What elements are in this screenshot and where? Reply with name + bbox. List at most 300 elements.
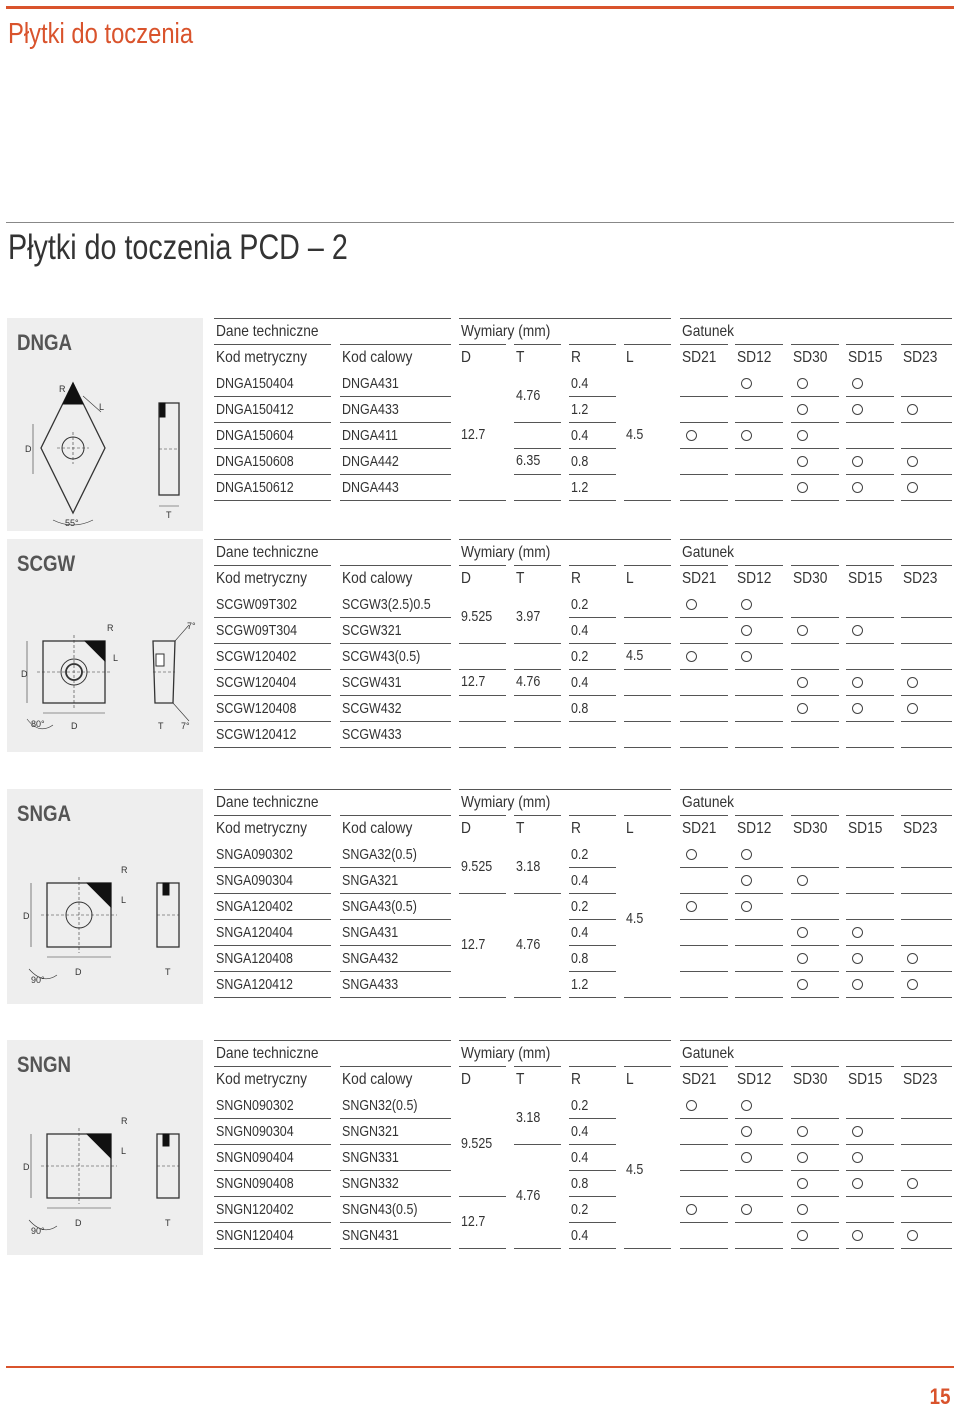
- col-header-grade-sd15: [846, 1066, 894, 1092]
- group-header-grade-text: Gatunek: [682, 544, 735, 561]
- column-header-row: [0, 1066, 960, 1092]
- col-header-grade-sd12: [735, 1066, 783, 1092]
- grade-cell-sd23: [901, 449, 952, 475]
- grade-cell-sd21: [680, 670, 728, 696]
- col-d-rule: [459, 1171, 506, 1197]
- circle-marker-icon: [797, 677, 808, 688]
- table-row: [0, 397, 960, 423]
- col-header-grade-sd15: [846, 344, 894, 370]
- grade-cell-sd12: [735, 1171, 783, 1197]
- circle-marker-icon: [852, 1152, 863, 1163]
- grade-cell-sd30: [791, 1145, 839, 1171]
- dim-d-value: [461, 428, 489, 442]
- inch-code: [340, 397, 451, 423]
- inch-code-text: SNGN321: [342, 1124, 399, 1140]
- drawing-letter-angle: 80°: [31, 719, 45, 729]
- col-header-inch: [340, 1066, 451, 1092]
- grade-cell-sd15: [846, 722, 894, 748]
- grade-cell-sd12: [735, 696, 783, 722]
- radius-value-text: 0.4: [571, 376, 589, 392]
- circle-marker-icon: [852, 378, 863, 389]
- grade-cell-sd30: [791, 1119, 839, 1145]
- group-header-row: [0, 539, 960, 565]
- inch-code: [340, 946, 451, 972]
- page-number: 15: [929, 1384, 950, 1407]
- radius-value: [569, 1145, 616, 1171]
- metric-code-text: SNGA120404: [216, 925, 293, 941]
- circle-marker-icon: [797, 953, 808, 964]
- grade-cell-sd21: [680, 842, 728, 868]
- grade-cell-sd23: [901, 618, 952, 644]
- group-header-grade: [680, 1040, 952, 1066]
- grade-cell-sd23: [901, 1223, 952, 1249]
- radius-value: [569, 1197, 616, 1223]
- circle-marker-icon: [852, 625, 863, 636]
- inch-code: [340, 1197, 451, 1223]
- dim-d-value: [461, 860, 497, 874]
- drawing-letter-L: L: [121, 1146, 127, 1156]
- grade-cell-sd23: [901, 972, 952, 998]
- metric-code-text: DNGA150612: [216, 480, 294, 496]
- metric-code: [214, 397, 331, 423]
- col-header-t-text: T: [516, 820, 525, 837]
- radius-value-text: 0.2: [571, 899, 589, 915]
- grade-cell-sd12: [735, 1223, 783, 1249]
- grade-cell-sd30: [791, 722, 839, 748]
- col-header-grade-sd15-text: SD15: [848, 570, 883, 587]
- circle-marker-icon: [852, 404, 863, 415]
- dim-d-value: [461, 938, 489, 952]
- col-t-rule: [514, 644, 561, 670]
- col-header-l: [624, 565, 671, 591]
- grade-cell-sd21: [680, 696, 728, 722]
- radius-value: [569, 696, 616, 722]
- inch-code: [340, 449, 451, 475]
- metric-code: [214, 371, 331, 397]
- radius-value: [569, 722, 616, 748]
- group-header-tech-text: Dane techniczne: [216, 1045, 319, 1062]
- col-header-metric-text: Kod metryczny: [216, 570, 307, 587]
- group-header-grade-text: Gatunek: [682, 1045, 735, 1062]
- dim-t-value: [516, 938, 544, 952]
- circle-marker-icon: [852, 979, 863, 990]
- grade-cell-sd23: [901, 397, 952, 423]
- inch-code: [340, 894, 451, 920]
- grade-cell-sd12: [735, 397, 783, 423]
- title-rule: [6, 222, 954, 223]
- dim-d-text: 12.7: [461, 427, 486, 443]
- group-header-row: [0, 318, 960, 344]
- grade-cell-sd12: [735, 644, 783, 670]
- metric-code-text: SNGN090302: [216, 1098, 294, 1114]
- page-title: Płytki do toczenia PCD – 2: [8, 228, 348, 267]
- grade-cell-sd15: [846, 696, 894, 722]
- grade-cell-sd21: [680, 1171, 728, 1197]
- radius-value: [569, 1171, 616, 1197]
- grade-cell-sd15: [846, 1223, 894, 1249]
- dim-t-value: [516, 675, 544, 689]
- col-header-l: [624, 1066, 671, 1092]
- inch-code: [340, 1171, 451, 1197]
- inch-code-text: SNGA32(0.5): [342, 847, 417, 863]
- col-header-grade-sd23-text: SD23: [903, 349, 938, 366]
- col-header-l-text: L: [626, 349, 634, 366]
- group-header-dims-text: Wymiary (mm): [461, 1045, 551, 1062]
- col-header-r-text: R: [571, 1071, 581, 1088]
- circle-marker-icon: [852, 1230, 863, 1241]
- dim-t-text: 4.76: [516, 674, 541, 690]
- radius-value-text: 0.4: [571, 1124, 589, 1140]
- circle-marker-icon: [797, 482, 808, 493]
- grade-cell-sd15: [846, 1171, 894, 1197]
- circle-marker-icon: [852, 456, 863, 467]
- radius-value-text: 0.8: [571, 701, 589, 717]
- bottom-accent-rule: [6, 1366, 954, 1368]
- drawing-letter-angle: 90°: [31, 1226, 45, 1236]
- grade-cell-sd30: [791, 475, 839, 501]
- grade-cell-sd15: [846, 449, 894, 475]
- grade-cell-sd30: [791, 644, 839, 670]
- col-d-rule: [459, 475, 506, 501]
- grade-cell-sd23: [901, 423, 952, 449]
- grade-cell-sd15: [846, 842, 894, 868]
- col-header-r-text: R: [571, 820, 581, 837]
- grade-cell-sd30: [791, 1093, 839, 1119]
- group-header-tech: [214, 1040, 451, 1066]
- radius-value-text: 0.8: [571, 1176, 589, 1192]
- circle-marker-icon: [741, 1126, 752, 1137]
- circle-marker-icon: [797, 1126, 808, 1137]
- metric-code-text: SCGW120412: [216, 727, 297, 743]
- drawing-letter-L: L: [113, 653, 119, 663]
- radius-value: [569, 371, 616, 397]
- inch-code: [340, 868, 451, 894]
- metric-code-text: DNGA150604: [216, 428, 294, 444]
- inch-code: [340, 1145, 451, 1171]
- drawing-letter-R: R: [59, 384, 66, 394]
- dim-t-text: 3.97: [516, 609, 541, 625]
- dim-d-value: [461, 1215, 489, 1229]
- col-header-metric: [214, 1066, 331, 1092]
- drawing-letter-D: D: [23, 911, 30, 921]
- table-row: [0, 371, 960, 397]
- col-l-rule: [624, 475, 671, 501]
- circle-marker-icon: [797, 378, 808, 389]
- grade-cell-sd23: [901, 1171, 952, 1197]
- col-header-grade-sd21: [680, 565, 728, 591]
- circle-marker-icon: [797, 625, 808, 636]
- circle-marker-icon: [741, 625, 752, 636]
- col-header-t: [514, 344, 561, 370]
- circle-marker-icon: [741, 1152, 752, 1163]
- radius-value: [569, 592, 616, 618]
- table-row: [0, 449, 960, 475]
- drawing-letter-R: R: [107, 623, 114, 633]
- col-header-inch-text: Kod calowy: [342, 349, 413, 366]
- col-header-grade-sd12-text: SD12: [737, 1071, 772, 1088]
- grade-cell-sd15: [846, 894, 894, 920]
- grade-cell-sd12: [735, 1197, 783, 1223]
- col-header-d: [459, 1066, 506, 1092]
- grade-cell-sd12: [735, 1093, 783, 1119]
- metric-code: [214, 644, 331, 670]
- col-header-grade-sd21-text: SD21: [682, 349, 717, 366]
- metric-code-text: SCGW120408: [216, 701, 297, 717]
- circle-marker-icon: [686, 849, 697, 860]
- radius-value: [569, 1223, 616, 1249]
- col-header-t: [514, 815, 561, 841]
- drawing-letter-R: R: [121, 1116, 128, 1126]
- metric-code-text: SNGN090408: [216, 1176, 294, 1192]
- drawing-letter-R: R: [121, 865, 128, 875]
- metric-code: [214, 722, 331, 748]
- col-header-metric: [214, 815, 331, 841]
- metric-code: [214, 1093, 331, 1119]
- radius-value-text: 0.8: [571, 951, 589, 967]
- circle-marker-icon: [797, 1204, 808, 1215]
- radius-value-text: 0.2: [571, 847, 589, 863]
- col-d-rule: [459, 696, 506, 722]
- circle-marker-icon: [741, 1100, 752, 1111]
- col-header-d-text: D: [461, 820, 471, 837]
- dim-t-text: 3.18: [516, 1110, 541, 1126]
- circle-marker-icon: [686, 430, 697, 441]
- col-header-grade-sd23-text: SD23: [903, 570, 938, 587]
- grade-cell-sd21: [680, 1119, 728, 1145]
- circle-marker-icon: [852, 927, 863, 938]
- circle-marker-icon: [852, 953, 863, 964]
- metric-code: [214, 1145, 331, 1171]
- radius-value: [569, 449, 616, 475]
- col-header-grade-sd15-text: SD15: [848, 349, 883, 366]
- grade-cell-sd15: [846, 475, 894, 501]
- circle-marker-icon: [797, 979, 808, 990]
- group-header-tech-text: Dane techniczne: [216, 544, 319, 561]
- col-header-grade-sd12: [735, 815, 783, 841]
- col-header-d-text: D: [461, 570, 471, 587]
- inch-code-text: SNGA43(0.5): [342, 899, 417, 915]
- inch-code: [340, 670, 451, 696]
- grade-cell-sd23: [901, 722, 952, 748]
- column-header-row: [0, 565, 960, 591]
- inch-code: [340, 972, 451, 998]
- col-d-rule: [459, 972, 506, 998]
- radius-value-text: 1.2: [571, 402, 589, 418]
- circle-marker-icon: [797, 1230, 808, 1241]
- grade-cell-sd23: [901, 1119, 952, 1145]
- metric-code: [214, 1197, 331, 1223]
- metric-code: [214, 592, 331, 618]
- inch-code: [340, 1223, 451, 1249]
- circle-marker-icon: [741, 1204, 752, 1215]
- circle-marker-icon: [741, 378, 752, 389]
- radius-value: [569, 920, 616, 946]
- col-header-l: [624, 344, 671, 370]
- drawing-letter-L: L: [99, 402, 105, 412]
- grade-cell-sd30: [791, 618, 839, 644]
- group-header-grade: [680, 789, 952, 815]
- section-code: SCGW: [17, 551, 76, 576]
- metric-code: [214, 475, 331, 501]
- metric-code: [214, 618, 331, 644]
- col-header-grade-sd15-text: SD15: [848, 1071, 883, 1088]
- col-l-rule: [624, 972, 671, 998]
- inch-code-text: SCGW43(0.5): [342, 649, 421, 665]
- dim-d-text: 12.7: [461, 1214, 486, 1230]
- circle-marker-icon: [797, 404, 808, 415]
- circle-marker-icon: [741, 599, 752, 610]
- drawing-letter-D: D: [23, 1162, 30, 1172]
- grade-cell-sd12: [735, 842, 783, 868]
- grade-cell-sd23: [901, 1145, 952, 1171]
- grade-cell-sd15: [846, 644, 894, 670]
- circle-marker-icon: [797, 430, 808, 441]
- radius-value: [569, 475, 616, 501]
- dim-d-text: 12.7: [461, 937, 486, 953]
- col-header-inch-text: Kod calowy: [342, 1071, 413, 1088]
- grade-cell-sd21: [680, 920, 728, 946]
- dim-d-value: [461, 1137, 497, 1151]
- drawing-letter-T: T: [165, 1218, 171, 1228]
- radius-value: [569, 1119, 616, 1145]
- inch-code: [340, 423, 451, 449]
- col-l-rule: [624, 670, 671, 696]
- grade-cell-sd21: [680, 592, 728, 618]
- inch-code: [340, 618, 451, 644]
- grade-cell-sd23: [901, 946, 952, 972]
- circle-marker-icon: [686, 1100, 697, 1111]
- inch-code-text: SNGA432: [342, 951, 399, 967]
- radius-value-text: 1.2: [571, 977, 589, 993]
- metric-code-text: SNGN120404: [216, 1228, 294, 1244]
- col-header-grade-sd21: [680, 1066, 728, 1092]
- page-header: Płytki do toczenia: [8, 18, 194, 50]
- inch-code-text: DNGA443: [342, 480, 399, 496]
- col-header-r: [569, 815, 616, 841]
- col-header-grade-sd15-text: SD15: [848, 820, 883, 837]
- metric-code-text: SNGA120408: [216, 951, 293, 967]
- col-header-d-text: D: [461, 349, 471, 366]
- group-header-tech-text: Dane techniczne: [216, 794, 319, 811]
- col-header-r: [569, 344, 616, 370]
- radius-value: [569, 397, 616, 423]
- col-l-rule: [624, 722, 671, 748]
- col-header-r-text: R: [571, 570, 581, 587]
- dim-t-text: 4.76: [516, 937, 541, 953]
- col-header-d: [459, 344, 506, 370]
- grade-cell-sd21: [680, 722, 728, 748]
- metric-code: [214, 920, 331, 946]
- drawing-letter-T: T: [165, 967, 171, 977]
- col-header-grade-sd21: [680, 815, 728, 841]
- radius-value-text: 0.8: [571, 454, 589, 470]
- drawing-letter-D: D: [75, 967, 82, 977]
- group-header-grade-text: Gatunek: [682, 794, 735, 811]
- grade-cell-sd30: [791, 696, 839, 722]
- col-header-metric-text: Kod metryczny: [216, 820, 307, 837]
- dim-t-value: [516, 389, 544, 403]
- circle-marker-icon: [907, 1178, 918, 1189]
- radius-value-text: 0.2: [571, 1098, 589, 1114]
- metric-code-text: SNGA120402: [216, 899, 293, 915]
- metric-code-text: SNGN090304: [216, 1124, 294, 1140]
- grade-cell-sd21: [680, 423, 728, 449]
- drawing-letter-T: T: [158, 721, 164, 731]
- dim-l-text: 4.5: [626, 648, 644, 664]
- circle-marker-icon: [852, 1126, 863, 1137]
- circle-marker-icon: [741, 430, 752, 441]
- inch-code-text: SNGN32(0.5): [342, 1098, 418, 1114]
- dim-l-text: 4.5: [626, 1162, 644, 1178]
- grade-cell-sd15: [846, 920, 894, 946]
- col-header-t: [514, 565, 561, 591]
- radius-value-text: 0.2: [571, 597, 589, 613]
- col-header-t-text: T: [516, 1071, 525, 1088]
- drawing-letter-angle: 90°: [31, 975, 45, 985]
- col-header-grade-sd21-text: SD21: [682, 570, 717, 587]
- inch-code-text: SNGN331: [342, 1150, 399, 1166]
- metric-code: [214, 696, 331, 722]
- group-header-grade: [680, 318, 952, 344]
- radius-value-text: 0.4: [571, 675, 589, 691]
- grade-cell-sd12: [735, 475, 783, 501]
- inch-code-text: SNGA431: [342, 925, 399, 941]
- col-header-r: [569, 565, 616, 591]
- dim-d-value: [461, 675, 489, 689]
- circle-marker-icon: [686, 901, 697, 912]
- col-l-rule: [624, 618, 671, 644]
- inch-code: [340, 842, 451, 868]
- group-header-tech: [214, 318, 451, 344]
- col-d-rule: [459, 644, 506, 670]
- col-header-grade-sd30-text: SD30: [793, 349, 828, 366]
- inch-code-text: SNGN332: [342, 1176, 399, 1192]
- group-header-tech: [214, 789, 451, 815]
- group-header-dims: [459, 1040, 671, 1066]
- col-header-t: [514, 1066, 561, 1092]
- dim-d-text: 9.525: [461, 1136, 493, 1152]
- col-header-grade-sd30: [791, 815, 839, 841]
- inch-code-text: SCGW432: [342, 701, 402, 717]
- grade-cell-sd21: [680, 644, 728, 670]
- grade-cell-sd30: [791, 1197, 839, 1223]
- circle-marker-icon: [797, 703, 808, 714]
- col-header-metric: [214, 565, 331, 591]
- col-header-grade-sd15: [846, 565, 894, 591]
- inch-code-text: DNGA442: [342, 454, 399, 470]
- group-header-grade-text: Gatunek: [682, 323, 735, 340]
- grade-cell-sd30: [791, 972, 839, 998]
- col-header-l-text: L: [626, 570, 634, 587]
- circle-marker-icon: [741, 849, 752, 860]
- grade-cell-sd23: [901, 696, 952, 722]
- dim-t-value: [516, 1111, 544, 1125]
- grade-cell-sd12: [735, 894, 783, 920]
- dim-l-text: 4.5: [626, 427, 644, 443]
- circle-marker-icon: [797, 927, 808, 938]
- circle-marker-icon: [907, 404, 918, 415]
- group-header-tech: [214, 539, 451, 565]
- grade-cell-sd21: [680, 397, 728, 423]
- grade-cell-sd30: [791, 397, 839, 423]
- grade-cell-sd30: [791, 449, 839, 475]
- dim-t-value: [516, 610, 544, 624]
- col-header-grade-sd30: [791, 344, 839, 370]
- grade-cell-sd30: [791, 842, 839, 868]
- drawing-letter-angle: 55°: [65, 518, 79, 528]
- grade-cell-sd21: [680, 1093, 728, 1119]
- dim-t-value: [516, 860, 544, 874]
